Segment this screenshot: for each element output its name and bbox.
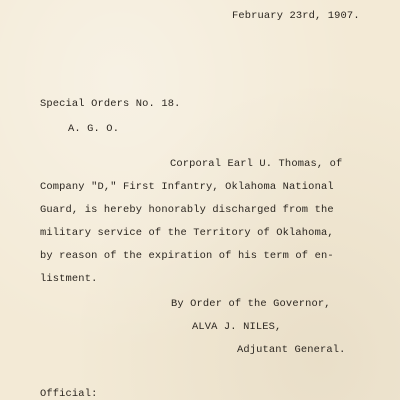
office-abbreviation: A. G. O. <box>68 123 120 135</box>
signatory-name: ALVA J. NILES, <box>192 321 282 333</box>
special-orders-number: Special Orders No. 18. <box>40 98 181 110</box>
signatory-title: Adjutant General. <box>237 344 346 356</box>
body-line-3: Guard, is hereby honorably discharged from the <box>40 204 334 216</box>
body-line-5: by reason of the expiration of his term of en- <box>40 250 334 262</box>
by-order-line: By Order of the Governor, <box>171 298 331 310</box>
body-line-4: military service of the Territory of Oklahoma, <box>40 227 334 239</box>
body-line-1: Corporal Earl U. Thomas, of <box>170 158 343 170</box>
body-line-2: Company "D," First Infantry, Oklahoma National <box>40 181 334 193</box>
body-line-6: listment. <box>40 273 98 285</box>
official-label: Official: <box>40 388 98 400</box>
document-date: February 23rd, 1907. <box>232 10 360 22</box>
